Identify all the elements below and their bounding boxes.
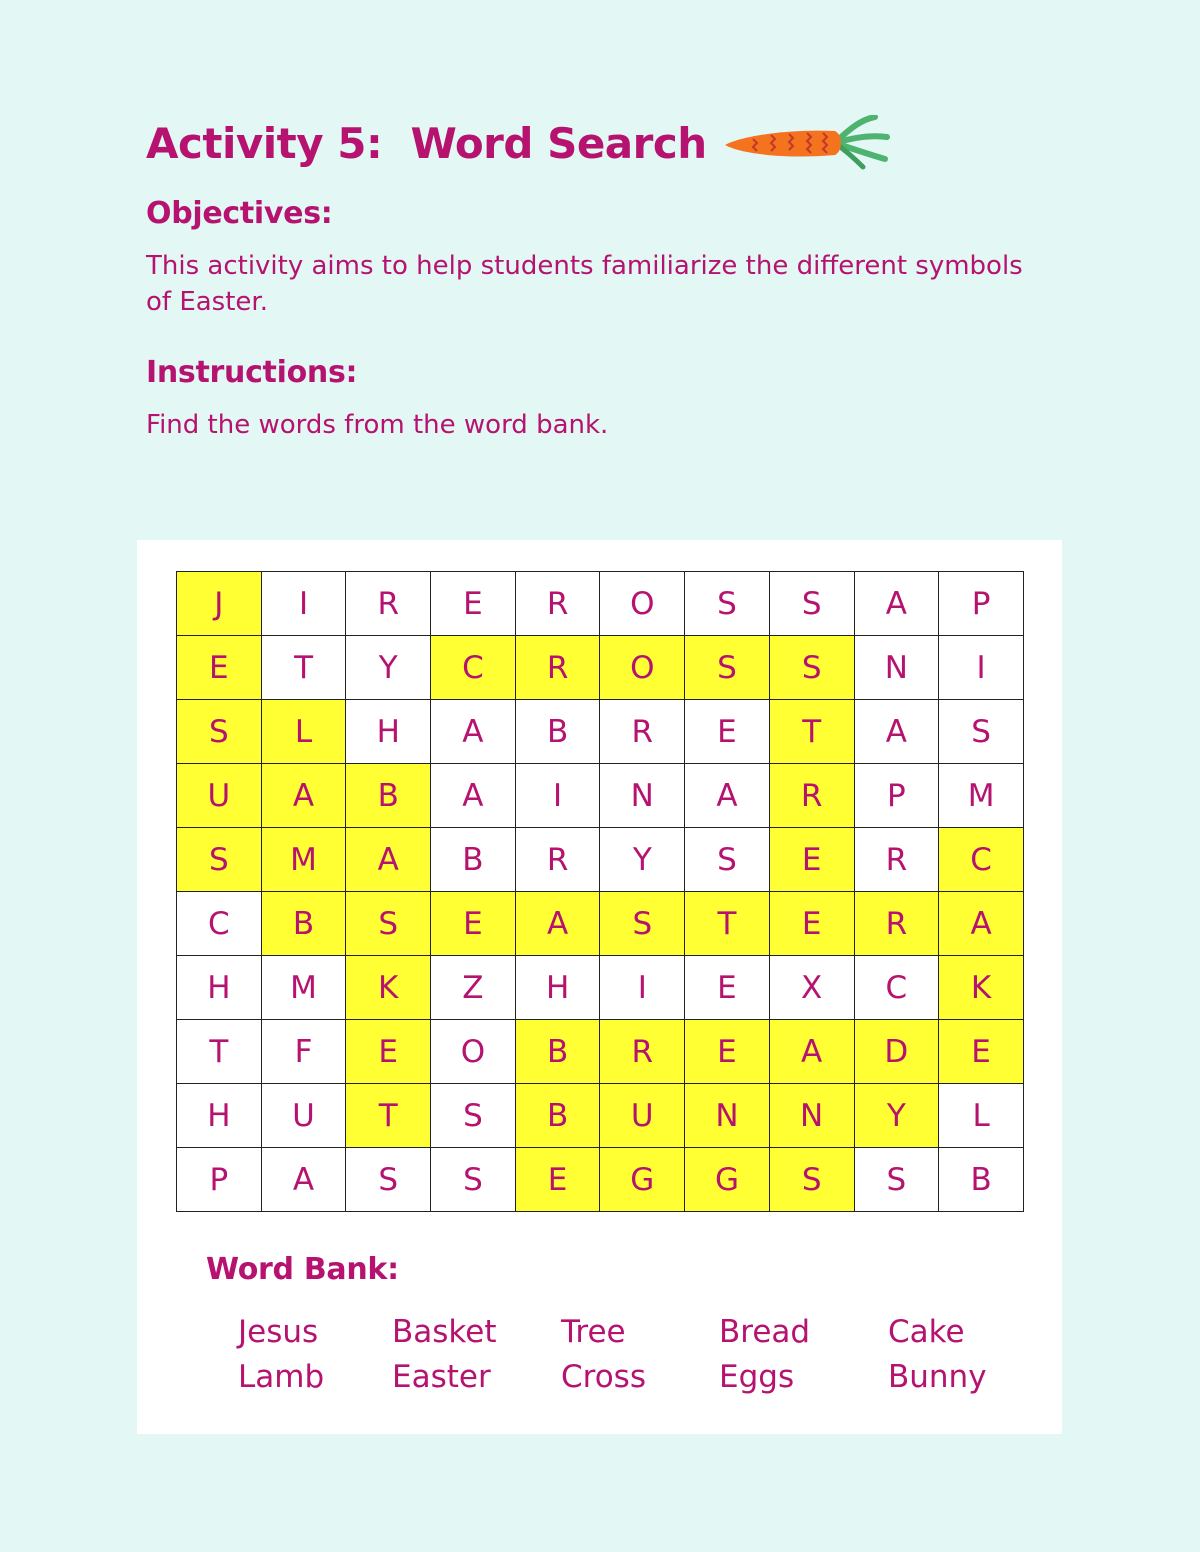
grid-cell: T [177, 1020, 262, 1084]
word-bank-word: Eggs [719, 1359, 795, 1395]
grid-cell: C [177, 892, 262, 956]
grid-cell: A [854, 700, 939, 764]
grid-cell: I [261, 572, 346, 636]
instructions-text: Find the words from the word bank. [146, 410, 609, 440]
grid-cell: A [769, 1020, 854, 1084]
grid-cell: S [685, 828, 770, 892]
grid-cell: U [600, 1084, 685, 1148]
grid-cell: S [939, 700, 1024, 764]
grid-cell: X [769, 956, 854, 1020]
grid-cell: B [939, 1148, 1024, 1212]
grid-cell: G [600, 1148, 685, 1212]
grid-cell: J [177, 572, 262, 636]
grid-cell: A [515, 892, 600, 956]
grid-cell: U [177, 764, 262, 828]
grid-cell: Y [600, 828, 685, 892]
grid-cell: S [769, 1148, 854, 1212]
word-bank-column-5 [888, 1310, 987, 1400]
grid-cell: E [685, 1020, 770, 1084]
grid-cell: S [685, 636, 770, 700]
grid-cell: C [939, 828, 1024, 892]
word-bank-word: Bunny [888, 1359, 987, 1395]
grid-cell: O [600, 636, 685, 700]
grid-cell: M [261, 828, 346, 892]
grid-cell: A [346, 828, 431, 892]
grid-cell: D [854, 1020, 939, 1084]
grid-row [177, 956, 1024, 1020]
grid-cell: R [769, 764, 854, 828]
grid-cell: S [600, 892, 685, 956]
grid-cell: A [854, 572, 939, 636]
grid-cell: A [431, 764, 516, 828]
grid-cell: E [431, 572, 516, 636]
grid-cell: N [854, 636, 939, 700]
grid-cell: P [854, 764, 939, 828]
grid-cell: E [346, 1020, 431, 1084]
grid-cell: H [177, 1084, 262, 1148]
grid-cell: S [431, 1084, 516, 1148]
grid-cell: T [685, 892, 770, 956]
instructions-heading: Instructions: [146, 355, 358, 390]
grid-cell: S [769, 572, 854, 636]
grid-cell: L [939, 1084, 1024, 1148]
word-bank-column-4 [719, 1310, 810, 1400]
grid-cell: H [515, 956, 600, 1020]
objectives-text: This activity aims to help students familiarize the different symbols of Easter. [146, 251, 1023, 317]
grid-cell: S [346, 892, 431, 956]
grid-cell: E [769, 828, 854, 892]
grid-cell: E [177, 636, 262, 700]
grid-cell: Y [854, 1084, 939, 1148]
grid-row [177, 1084, 1024, 1148]
grid-cell: E [685, 956, 770, 1020]
word-bank-heading: Word Bank: [206, 1252, 399, 1287]
grid-cell: S [431, 1148, 516, 1212]
grid-row [177, 636, 1024, 700]
grid-cell: S [177, 828, 262, 892]
grid-cell: R [854, 828, 939, 892]
grid-cell: Z [431, 956, 516, 1020]
grid-cell: R [515, 636, 600, 700]
grid-cell: A [261, 764, 346, 828]
grid-cell: K [346, 956, 431, 1020]
grid-cell: E [431, 892, 516, 956]
grid-cell: C [854, 956, 939, 1020]
grid-cell: B [261, 892, 346, 956]
grid-cell: G [685, 1148, 770, 1212]
grid-cell: N [769, 1084, 854, 1148]
grid-cell: R [600, 1020, 685, 1084]
grid-row [177, 892, 1024, 956]
grid-cell: E [939, 1020, 1024, 1084]
grid-cell: R [346, 572, 431, 636]
grid-cell: M [939, 764, 1024, 828]
grid-cell: B [346, 764, 431, 828]
word-bank-column-3 [561, 1310, 646, 1400]
grid-cell: E [769, 892, 854, 956]
word-bank-word: Lamb [238, 1359, 325, 1395]
grid-row [177, 700, 1024, 764]
grid-cell: E [685, 700, 770, 764]
grid-cell: A [261, 1148, 346, 1212]
grid-cell: A [939, 892, 1024, 956]
grid-cell: H [346, 700, 431, 764]
word-bank-word: Basket [392, 1314, 497, 1350]
grid-cell: O [600, 572, 685, 636]
grid-cell: S [346, 1148, 431, 1212]
grid-cell: I [600, 956, 685, 1020]
grid-cell: C [431, 636, 516, 700]
grid-row [177, 1020, 1024, 1084]
grid-cell: P [939, 572, 1024, 636]
grid-cell: Y [346, 636, 431, 700]
grid-cell: R [854, 892, 939, 956]
word-bank-word: Easter [392, 1359, 491, 1395]
grid-cell: A [431, 700, 516, 764]
grid-cell: T [261, 636, 346, 700]
word-bank-word: Tree [561, 1314, 626, 1350]
grid-cell: M [261, 956, 346, 1020]
grid-cell: E [515, 1148, 600, 1212]
grid-cell: R [515, 828, 600, 892]
title-row [146, 112, 893, 174]
grid-cell: T [769, 700, 854, 764]
grid-cell: O [431, 1020, 516, 1084]
grid-cell: B [515, 1084, 600, 1148]
grid-cell: R [600, 700, 685, 764]
grid-cell: B [431, 828, 516, 892]
word-bank-word: Jesus [238, 1314, 319, 1350]
grid-cell: N [600, 764, 685, 828]
grid-cell: F [261, 1020, 346, 1084]
grid-cell: S [854, 1148, 939, 1212]
grid-row [177, 1148, 1024, 1212]
grid-cell: I [515, 764, 600, 828]
grid-cell: L [261, 700, 346, 764]
grid-cell: B [515, 700, 600, 764]
word-bank-column-1 [238, 1310, 324, 1400]
word-search-grid [176, 571, 1024, 1212]
page-title: Activity 5: Word Search [146, 118, 707, 168]
grid-cell: P [177, 1148, 262, 1212]
objectives-heading: Objectives: [146, 196, 333, 231]
grid-cell: B [515, 1020, 600, 1084]
grid-cell: T [346, 1084, 431, 1148]
grid-cell: R [515, 572, 600, 636]
grid-cell: S [769, 636, 854, 700]
word-bank-word: Cross [561, 1359, 646, 1395]
grid-row [177, 764, 1024, 828]
grid-row [177, 828, 1024, 892]
grid-cell: K [939, 956, 1024, 1020]
carrot-icon [723, 115, 893, 171]
grid-cell: S [177, 700, 262, 764]
grid-cell: H [177, 956, 262, 1020]
word-bank-word: Cake [888, 1314, 965, 1350]
grid-row [177, 572, 1024, 636]
grid-cell: U [261, 1084, 346, 1148]
grid-cell: I [939, 636, 1024, 700]
grid-cell: N [685, 1084, 770, 1148]
word-bank-word: Bread [719, 1314, 811, 1350]
grid-cell: S [685, 572, 770, 636]
word-bank-column-2 [392, 1310, 497, 1400]
grid-cell: A [685, 764, 770, 828]
